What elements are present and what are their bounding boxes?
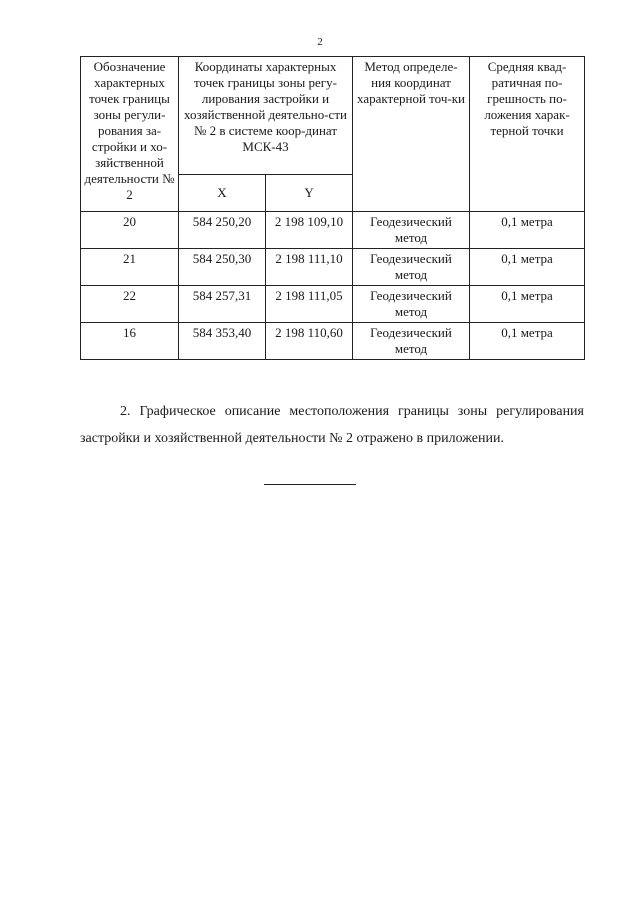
cell-method: Геодезический метод bbox=[353, 249, 470, 286]
header-x: X bbox=[179, 175, 266, 212]
coordinates-table bbox=[80, 56, 585, 360]
header-coordinates: Координаты характерных точек границы зоны регу-лирования застройки и хозяйственной деятельно-сти № 2 в системе коор-динат МСК-43 bbox=[179, 57, 353, 175]
table-row bbox=[81, 249, 585, 286]
cell-point: 16 bbox=[81, 323, 179, 360]
table-row bbox=[81, 212, 585, 249]
cell-error: 0,1 метра bbox=[470, 323, 585, 360]
closing-divider bbox=[264, 484, 356, 485]
cell-y: 2 198 109,10 bbox=[266, 212, 353, 249]
cell-y: 2 198 111,10 bbox=[266, 249, 353, 286]
cell-error: 0,1 метра bbox=[470, 249, 585, 286]
cell-y: 2 198 110,60 bbox=[266, 323, 353, 360]
cell-method: Геодезический метод bbox=[353, 286, 470, 323]
cell-method: Геодезический метод bbox=[353, 323, 470, 360]
header-method: Метод определе-ния координат характерной точ-ки bbox=[353, 57, 470, 212]
header-y: Y bbox=[266, 175, 353, 212]
table-row bbox=[81, 323, 585, 360]
graphic-description-paragraph: 2. Графическое описание местоположения границы зоны регулирования застройки и хозяйственной деятельности № 2 отражено в приложении. bbox=[80, 404, 584, 446]
cell-error: 0,1 метра bbox=[470, 212, 585, 249]
cell-x: 584 250,20 bbox=[179, 212, 266, 249]
cell-error: 0,1 метра bbox=[470, 286, 585, 323]
cell-point: 20 bbox=[81, 212, 179, 249]
cell-point: 21 bbox=[81, 249, 179, 286]
cell-x: 584 250,30 bbox=[179, 249, 266, 286]
header-designation: Обозначение характерных точек границы зоны регули-рования за-стройки и хо-зяйственной деятельности № 2 bbox=[81, 57, 179, 212]
page-number: 2 bbox=[317, 36, 323, 48]
cell-y: 2 198 111,05 bbox=[266, 286, 353, 323]
cell-x: 584 353,40 bbox=[179, 323, 266, 360]
cell-point: 22 bbox=[81, 286, 179, 323]
table-row bbox=[81, 286, 585, 323]
header-error: Средняя квад-ратичная по-грешность по-ложения харак-терной точки bbox=[470, 57, 585, 212]
cell-x: 584 257,31 bbox=[179, 286, 266, 323]
cell-method: Геодезический метод bbox=[353, 212, 470, 249]
